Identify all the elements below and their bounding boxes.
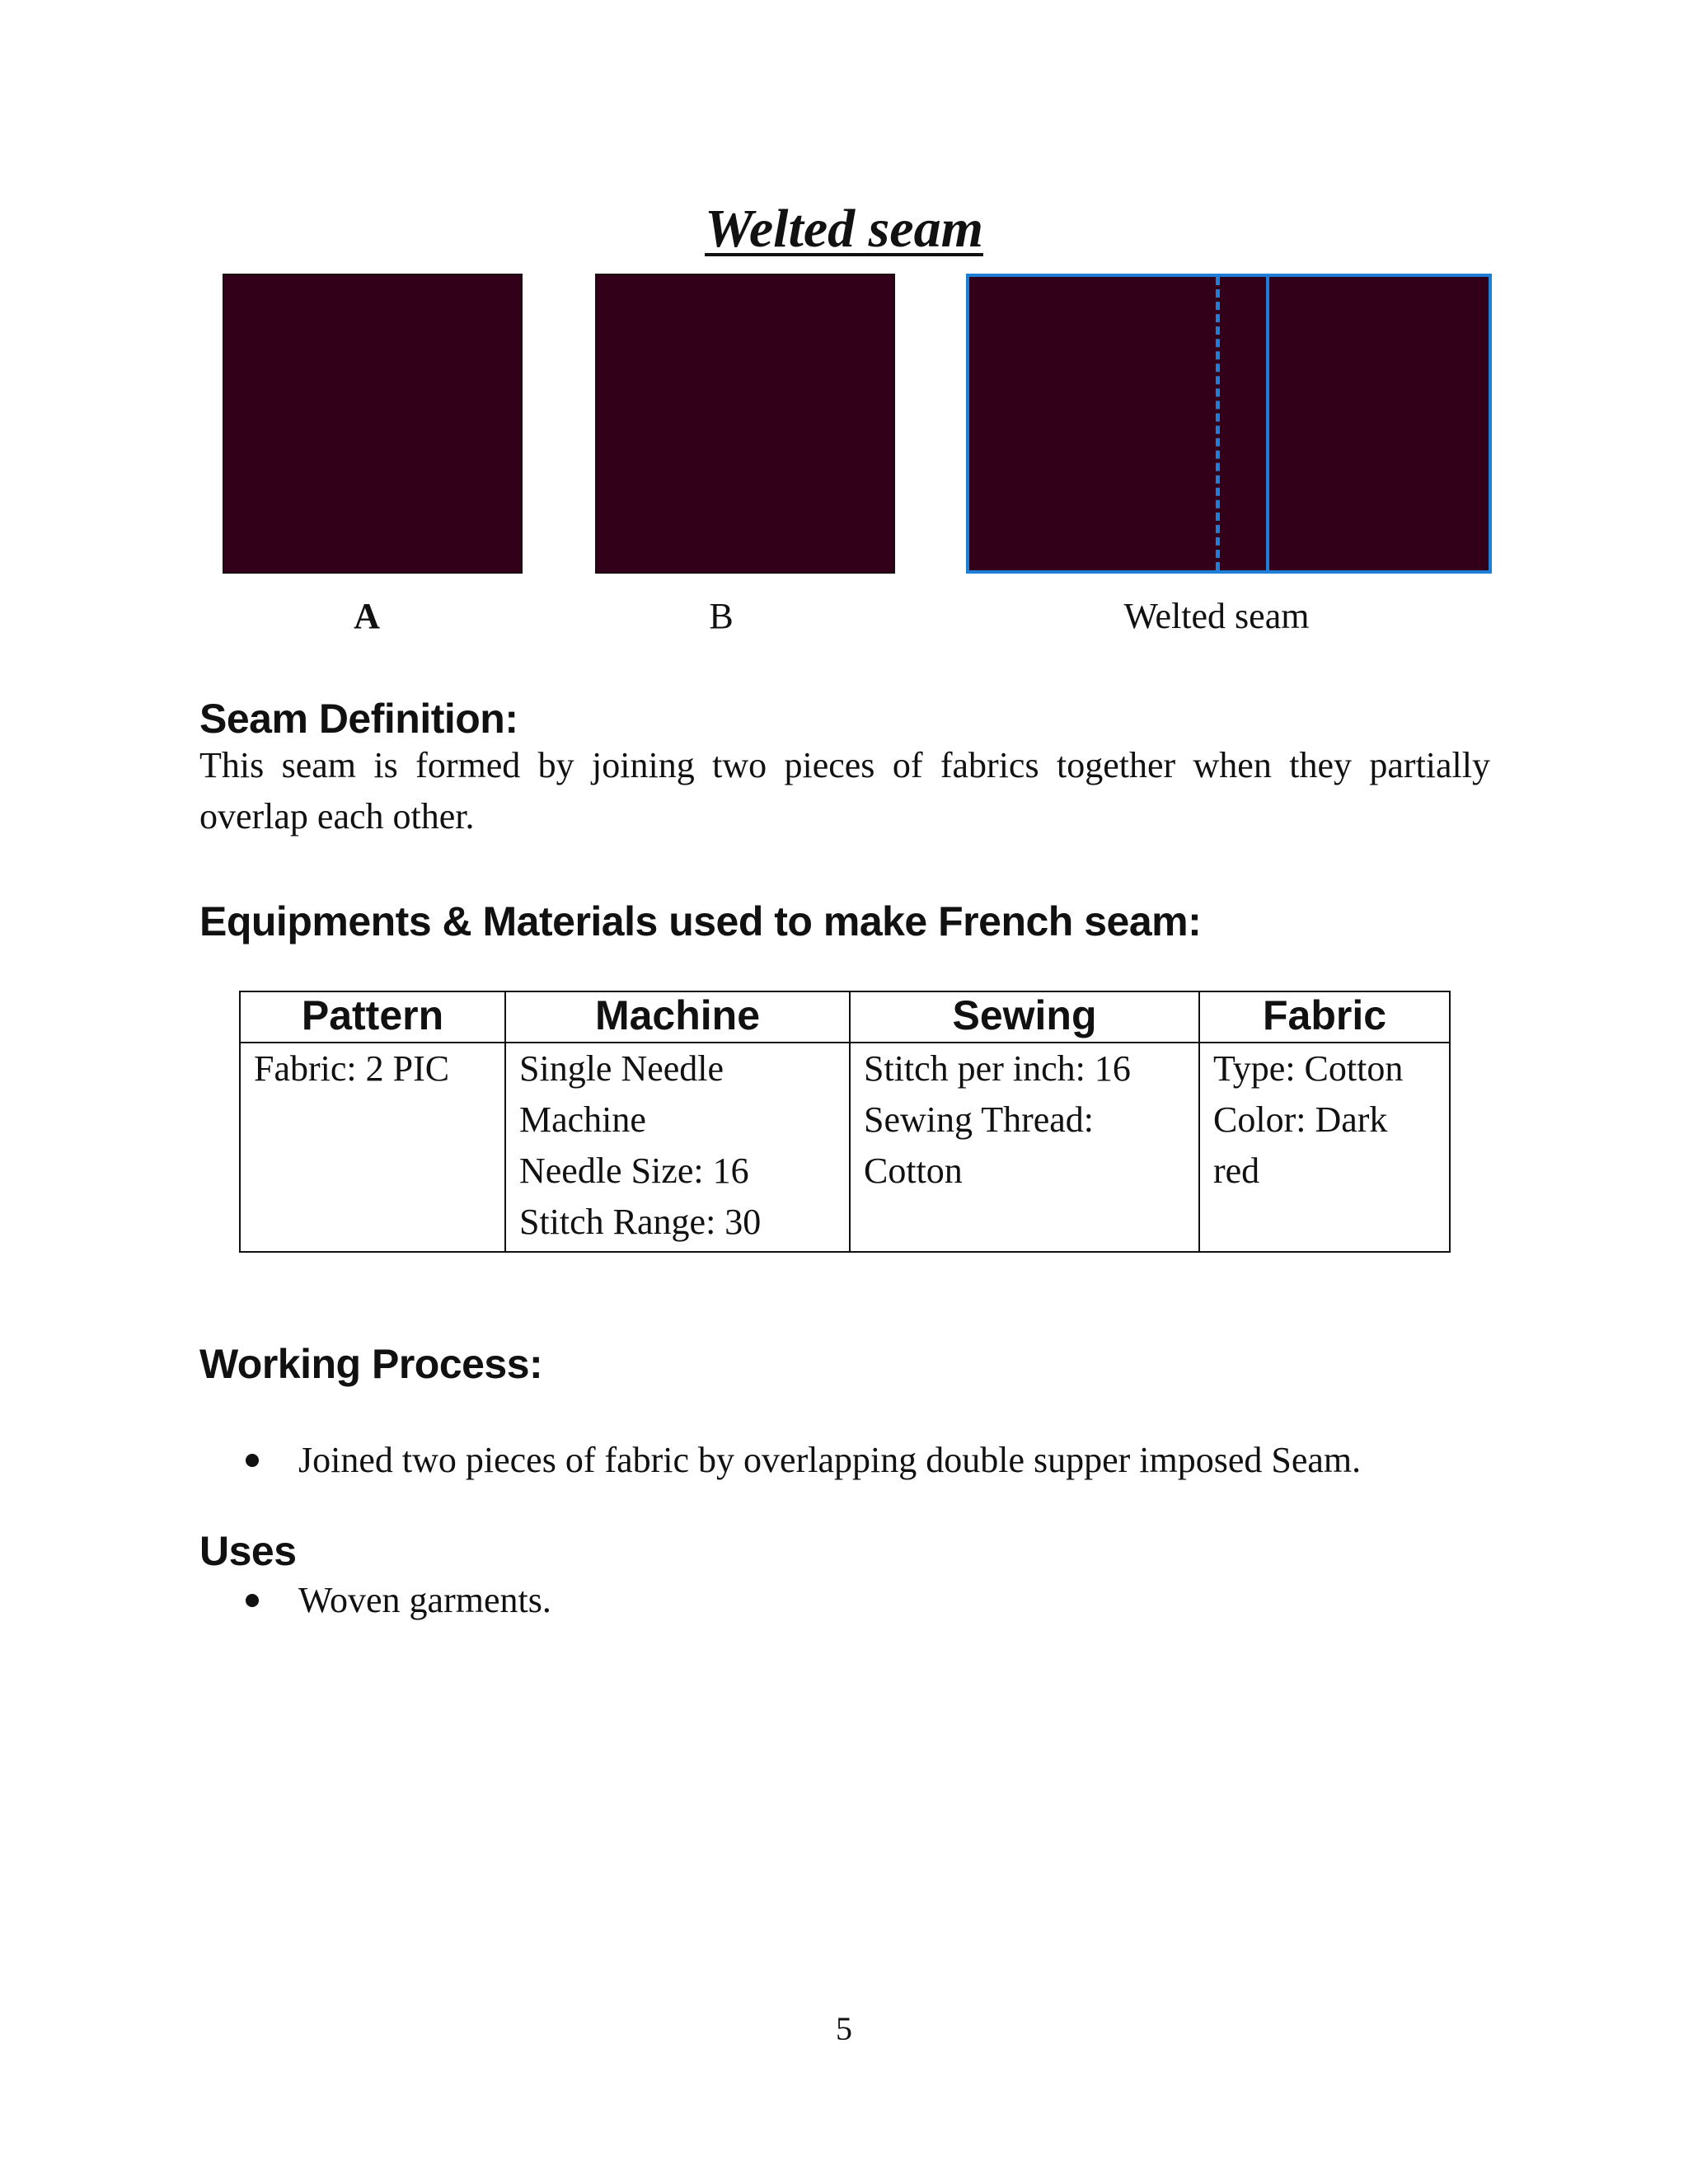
cell-line: Sewing Thread: (864, 1099, 1095, 1140)
column-header-pattern: Pattern (240, 991, 505, 1043)
seam-definition-heading: Seam Definition: (199, 696, 518, 742)
cell-line: Color: Dark (1213, 1099, 1388, 1140)
cell-line: Machine (519, 1099, 646, 1140)
figure-label-a: A (354, 596, 380, 636)
cell-line: Needle Size: 16 (519, 1151, 749, 1191)
bullet-icon (246, 1454, 259, 1467)
page-title: Welted seam (705, 199, 983, 259)
stitch-line (1216, 277, 1220, 570)
pattern-cell (240, 1043, 505, 1252)
figure-label-welted-seam: Welted seam (1123, 596, 1310, 636)
uses-list (199, 1576, 551, 1625)
fabric-piece-a (223, 274, 523, 574)
overlap-edge-line (1266, 277, 1269, 570)
list-item (199, 1436, 1361, 1485)
sewing-cell (850, 1043, 1199, 1252)
cell-line: Stitch per inch: 16 (864, 1048, 1131, 1089)
bullet-icon (246, 1594, 259, 1607)
working-process-list (199, 1436, 1361, 1485)
cell-line: Cotton (864, 1151, 963, 1191)
figure-label-b: B (709, 596, 734, 636)
cell-line: Fabric: 2 PIC (254, 1048, 450, 1089)
cell-line: Type: Cotton (1213, 1048, 1404, 1089)
fabric-cell (1199, 1043, 1450, 1252)
equipment-heading: Equipments & Materials used to make French seam: (199, 898, 1202, 944)
page-number: 5 (836, 2010, 852, 2047)
table-header-row (240, 991, 1450, 1043)
list-item-text: Joined two pieces of fabric by overlapping double supper imposed Seam. (298, 1440, 1362, 1480)
cell-line: Single Needle (519, 1048, 724, 1089)
seam-definition-text: This seam is formed by joining two pieces of fabrics together when they partially overlap each other. (199, 745, 1490, 837)
machine-cell (505, 1043, 850, 1252)
table-row (240, 1043, 1450, 1252)
column-header-sewing: Sewing (850, 991, 1199, 1043)
welted-seam-diagram (966, 274, 1492, 574)
column-header-fabric: Fabric (1199, 991, 1450, 1043)
cell-line: Stitch Range: 30 (519, 1202, 762, 1242)
list-item-text: Woven garments. (298, 1580, 551, 1620)
fabric-piece-b (595, 274, 895, 574)
equipment-table (239, 991, 1451, 1253)
list-item (199, 1576, 551, 1625)
uses-heading: Uses (199, 1528, 297, 1574)
working-process-heading: Working Process: (199, 1341, 543, 1387)
column-header-machine: Machine (505, 991, 850, 1043)
cell-line: red (1213, 1151, 1260, 1191)
